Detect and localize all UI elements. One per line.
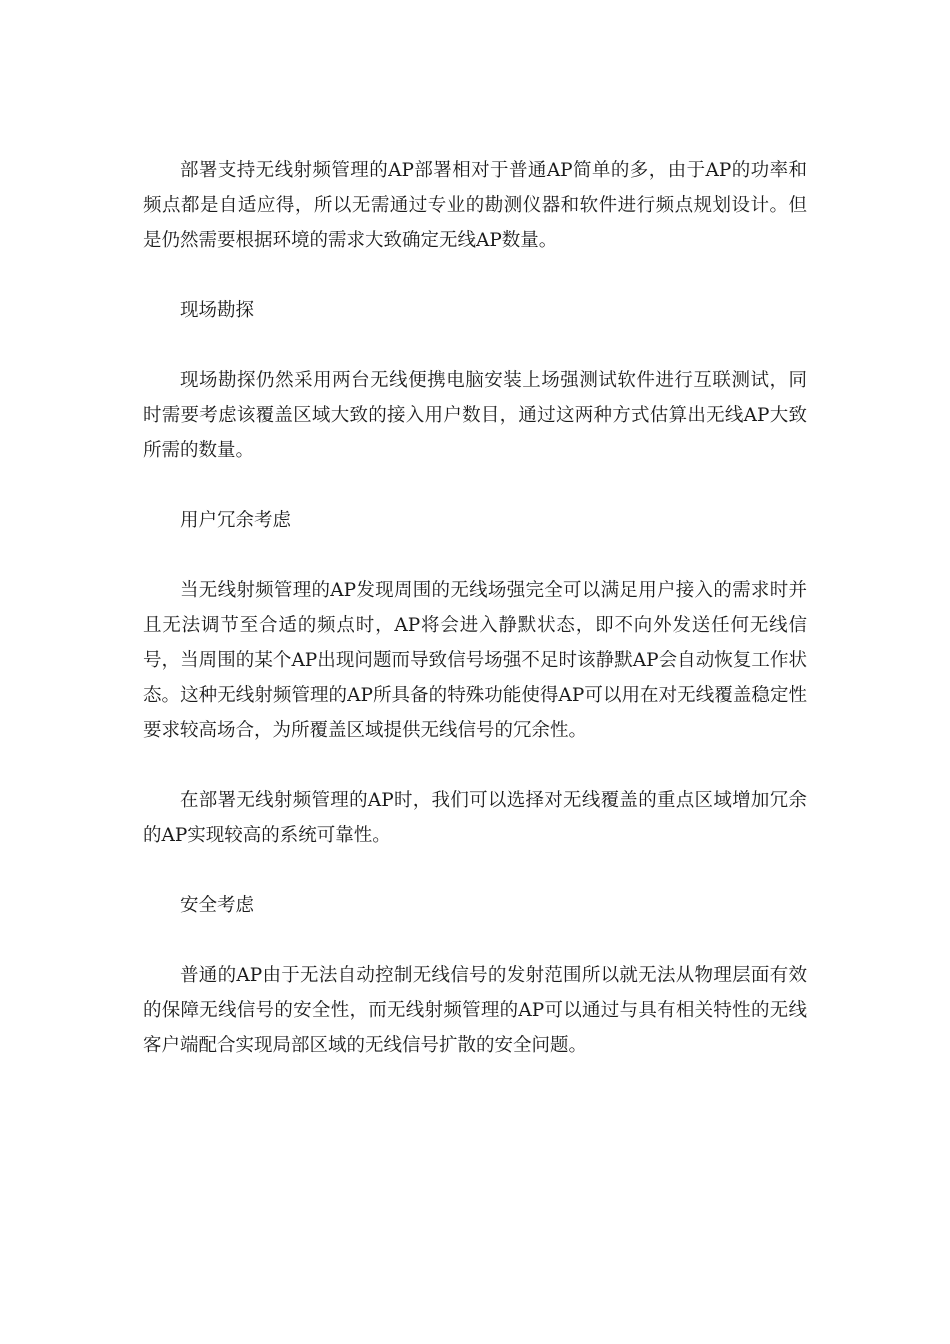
heading-security: 安全考虑 [180, 895, 255, 916]
document-body [143, 153, 807, 1098]
paragraph-redundancy-deployment: 在部署无线射频管理的AP时，我们可以选择对无线覆盖的重点区域增加冗余的AP实现较高的系统可靠性。 [143, 790, 807, 846]
heading-user-redundancy: 用户冗余考虑 [180, 510, 292, 531]
paragraph-intro: 部署支持无线射频管理的AP部署相对于普通AP简单的多，由于AP的功率和频点都是自适应得，所以无需通过专业的勘测仪器和软件进行频点规划设计。但是仍然需要根据环境的需求大致确定无线AP数量。 [143, 160, 807, 251]
heading-site-survey: 现场勘探 [180, 300, 255, 321]
paragraph-site-survey: 现场勘探仍然采用两台无线便携电脑安装上场强测试软件进行互联测试，同时需要考虑该覆盖区域大致的接入用户数目，通过这两种方式估算出无线AP大致所需的数量。 [143, 370, 807, 461]
paragraph-security: 普通的AP由于无法自动控制无线信号的发射范围所以就无法从物理层面有效的保障无线信号的安全性，而无线射频管理的AP可以通过与具有相关特性的无线客户端配合实现局部区域的无线信号扩散的安全问题。 [143, 965, 807, 1056]
paragraph-redundancy-silent-mode: 当无线射频管理的AP发现周围的无线场强完全可以满足用户接入的需求时并且无法调节至合适的频点时，AP将会进入静默状态，即不向外发送任何无线信号，当周围的某个AP出现问题而导致信号场强不足时该静默AP会自动恢复工作状态。这种无线射频管理的AP所具备的特殊功能使得AP可以用在对无线覆盖稳定性要求较高场合，为所覆盖区域提供无线信号的冗余性。 [143, 580, 807, 741]
